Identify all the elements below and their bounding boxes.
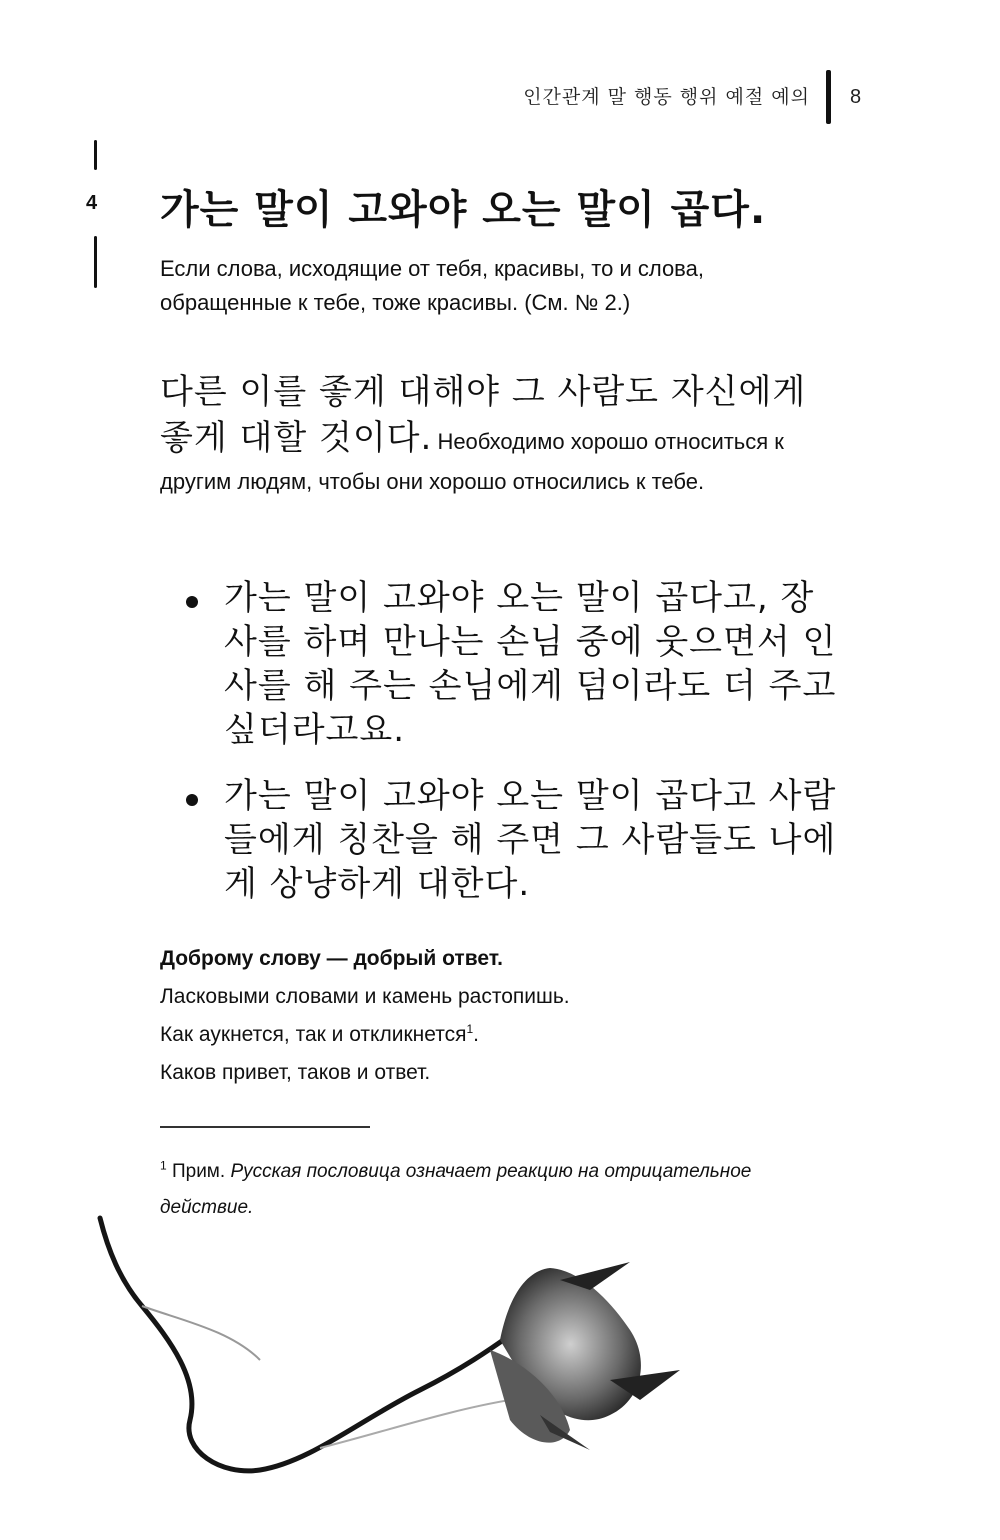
footnote-ref: 1 <box>466 1022 474 1036</box>
equivalent-line: Каков привет, таков и ответ. <box>160 1061 431 1084</box>
page-number: 8 <box>850 86 862 108</box>
bullet-icon <box>186 596 198 608</box>
equivalent-text: Как аукнется, так и откликнется <box>160 1023 467 1046</box>
vine-tendril <box>320 1400 510 1448</box>
example-item <box>180 576 840 752</box>
explanation-russian: Необходимо хорошо относиться к другим людям, чтобы они хорошо относились к тебе. <box>160 429 784 494</box>
explanation-korean: 다른 이를 좋게 대해야 그 사람도 자신에게 좋게 대할 것이다. <box>160 372 807 458</box>
example-text: 가는 말이 고와야 오는 말이 곱다고, 장사를 하며 만나는 손님 중에 웃으면서 인사를 해 주는 손님에게 덤이라도 더 주고 싶더라고요. <box>224 578 837 750</box>
vine-tendril <box>142 1306 260 1360</box>
proverb-explanation <box>160 372 840 504</box>
entry-number: 4 <box>86 192 98 214</box>
footnote-marker: 1 <box>160 1158 167 1173</box>
example-list <box>180 576 840 928</box>
equivalent-period: . <box>473 1023 480 1046</box>
example-item <box>180 774 840 906</box>
proverb-translation: Если слова, исходящие от тебя, красивы, то и слова, обращенные к тебе, тоже красивы. (См. № 2.) <box>160 256 704 315</box>
morning-glory-illustration <box>90 1210 710 1530</box>
footnote-rule <box>160 1126 370 1128</box>
proverb-title: 가는 말이 고와야 오는 말이 곱다. <box>160 187 767 233</box>
equivalent-main: Доброму слову — добрый ответ. <box>160 947 504 970</box>
entry-tick-top <box>94 140 97 170</box>
equivalent-line-footnoted <box>160 1016 840 1054</box>
equivalent-line: Ласковыми словами и камень растопишь. <box>160 985 570 1008</box>
footnote-label: Прим. <box>166 1161 231 1182</box>
footnote-text: Русская пословица означает реакцию на отрицательное действие. <box>160 1161 752 1218</box>
example-text: 가는 말이 고와야 오는 말이 곱다고 사람들에게 칭찬을 해 주면 그 사람들도 나에게 상냥하게 대한다. <box>224 776 837 904</box>
header-rule <box>826 70 831 124</box>
entry-tick-bottom <box>94 236 97 288</box>
russian-equivalents <box>160 940 840 1092</box>
bullet-icon <box>186 794 198 806</box>
vine-stem <box>100 1218 520 1471</box>
running-header: 인간관계 말 행동 행위 예절 예의 <box>523 86 810 108</box>
